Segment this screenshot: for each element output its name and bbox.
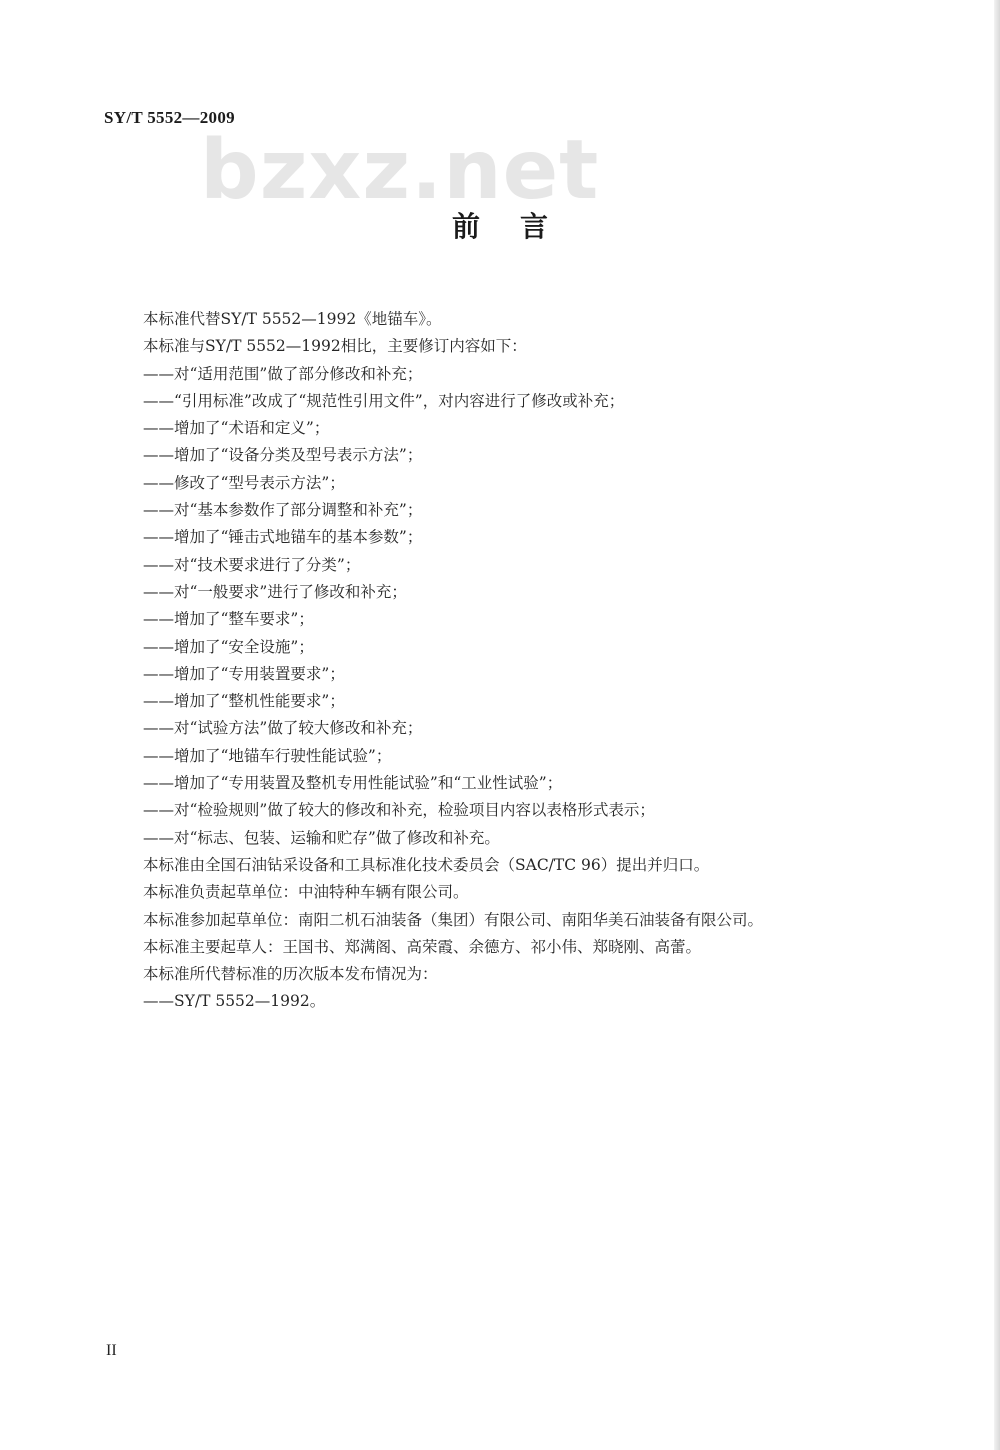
paragraph-line: 本标准参加起草单位：南阳二机石油装备（集团）有限公司、南阳华美石油装备有限公司。 (143, 910, 764, 929)
paragraph-line: 本标准由全国石油钻采设备和工具标准化技术委员会（SAC/TC 96）提出并归口。 (143, 855, 710, 874)
list-item: ——增加了“设备分类及型号表示方法”； (143, 446, 423, 465)
standard-code-header: SY/T 5552—2009 (104, 108, 235, 127)
page-number: II (106, 1342, 117, 1359)
list-item: ——SY/T 5552—1992。 (143, 992, 326, 1011)
list-item: ——增加了“专用装置要求”； (143, 664, 345, 683)
paragraph-line: 本标准与SY/T 5552—1992相比，主要修订内容如下： (143, 337, 527, 356)
list-item: ——对“标志、包装、运输和贮存”做了修改和补充。 (143, 828, 500, 847)
paragraph-line: 本标准负责起草单位：中油特种车辆有限公司。 (143, 883, 469, 902)
list-item: ——对“基本参数作了部分调整和补充”； (143, 501, 423, 520)
list-item: ——修改了“型号表示方法”； (143, 473, 345, 492)
paragraph-line: 本标准代替SY/T 5552—1992《地锚车》。 (143, 310, 442, 328)
list-item: ——对“适用范围”做了部分修改和补充； (143, 364, 423, 383)
list-item: ——增加了“专用装置及整机专用性能试验”和“工业性试验”； (143, 774, 563, 793)
watermark: bzxz.net (200, 123, 600, 218)
page-edge-shadow (994, 0, 1000, 1450)
paragraph-line: 本标准主要起草人：王国书、郑满阁、高荣霞、余德方、祁小伟、郑晓刚、高蕾。 (143, 937, 702, 956)
list-item: ——增加了“锤击式地锚车的基本参数”； (143, 528, 423, 547)
list-item: ——“引用标准”改成了“规范性引用文件”，对内容进行了修改或补充； (143, 391, 625, 410)
list-item: ——增加了“安全设施”； (143, 637, 314, 656)
list-item: ——增加了“整机性能要求”； (143, 692, 345, 711)
list-item: ——对“检验规则”做了较大的修改和补充，检验项目内容以表格形式表示； (143, 801, 655, 820)
paragraph-line: 本标准所代替标准的历次版本发布情况为： (143, 965, 438, 984)
list-item: ——增加了“整车要求”； (143, 610, 314, 629)
foreword-body (143, 306, 903, 1016)
page-title: 前言 (452, 210, 589, 243)
list-item: ——对“一般要求”进行了修改和补充； (143, 582, 407, 601)
list-item: ——对“技术要求进行了分类”； (143, 555, 361, 574)
list-item: ——增加了“术语和定义”； (143, 419, 330, 438)
list-item: ——增加了“地锚车行驶性能试验”； (143, 746, 392, 765)
list-item: ——对“试验方法”做了较大修改和补充； (143, 719, 423, 738)
